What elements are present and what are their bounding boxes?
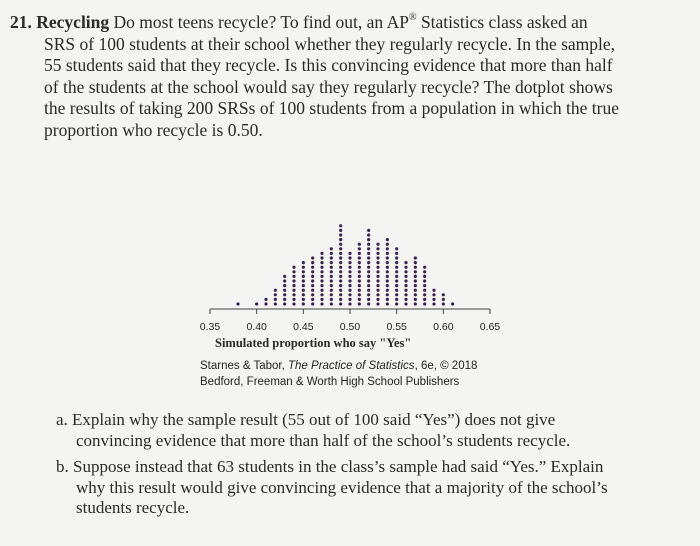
dot xyxy=(367,284,370,287)
dot xyxy=(348,279,351,282)
dot xyxy=(423,302,426,305)
dot xyxy=(395,275,398,278)
dot xyxy=(292,293,295,296)
dot xyxy=(376,261,379,264)
problem-21 xyxy=(10,12,670,141)
dot xyxy=(404,266,407,269)
dot xyxy=(376,298,379,301)
dot xyxy=(414,293,417,296)
dot xyxy=(302,302,305,305)
dot xyxy=(348,261,351,264)
dot xyxy=(339,224,342,227)
part-b-line-3: students recycle. xyxy=(76,498,190,517)
dot xyxy=(414,256,417,259)
dot xyxy=(432,298,435,301)
dot xyxy=(395,284,398,287)
dot xyxy=(404,275,407,278)
dot xyxy=(348,270,351,273)
dot xyxy=(395,252,398,255)
credit-edition: , 6e, © 2018 xyxy=(414,360,478,372)
dot xyxy=(404,289,407,292)
dot xyxy=(348,266,351,269)
dot xyxy=(236,302,239,305)
problem-line-2: SRS of 100 students at their school whether they regularly recycle. In the sample, xyxy=(44,33,616,54)
dot xyxy=(404,284,407,287)
dotplot-chart xyxy=(190,180,510,340)
dot xyxy=(358,279,361,282)
problem-text-1: Do most teens recycle? To find out, an AP xyxy=(113,12,409,32)
dot xyxy=(348,275,351,278)
dot xyxy=(432,293,435,296)
dot xyxy=(339,233,342,236)
dot xyxy=(330,247,333,250)
dot xyxy=(339,238,342,241)
dot xyxy=(386,302,389,305)
dot xyxy=(339,284,342,287)
dot xyxy=(376,252,379,255)
dot xyxy=(330,256,333,259)
dot xyxy=(348,293,351,296)
dot xyxy=(283,284,286,287)
dot xyxy=(404,261,407,264)
dot xyxy=(320,256,323,259)
dot xyxy=(330,275,333,278)
dot xyxy=(395,289,398,292)
dot xyxy=(395,270,398,273)
dot xyxy=(358,266,361,269)
dot xyxy=(414,270,417,273)
dot xyxy=(320,293,323,296)
dot xyxy=(264,302,267,305)
part-a-line-2: convincing evidence that more than half of the school’s students recycle. xyxy=(76,430,571,450)
dot xyxy=(358,247,361,250)
dot xyxy=(348,284,351,287)
dot xyxy=(376,266,379,269)
dot xyxy=(292,289,295,292)
dot xyxy=(376,302,379,305)
dot xyxy=(274,302,277,305)
problem-line-4: of the students at the school would say they regularly recycle? The dotplot shows xyxy=(44,76,613,97)
dot xyxy=(320,275,323,278)
dot xyxy=(358,243,361,246)
part-b-line-1: b. Suppose instead that 63 students in the class’s sample had said “Yes.” Explain xyxy=(56,457,604,476)
dot xyxy=(386,289,389,292)
dot xyxy=(358,284,361,287)
dot xyxy=(367,302,370,305)
problem-line-5: the results of taking 200 SRSs of 100 students from a population in which the true xyxy=(44,98,620,118)
dot xyxy=(386,266,389,269)
dot xyxy=(432,302,435,305)
x-tick-label: 0.50 xyxy=(339,321,361,333)
dot xyxy=(414,275,417,278)
dot xyxy=(320,252,323,255)
x-tick-label: 0.60 xyxy=(433,321,454,333)
dot xyxy=(358,256,361,259)
dot xyxy=(302,298,305,301)
dot xyxy=(386,247,389,250)
dot xyxy=(348,289,351,292)
dot xyxy=(292,279,295,282)
dot xyxy=(367,229,370,232)
dot xyxy=(302,275,305,278)
dot xyxy=(376,270,379,273)
dot xyxy=(348,302,351,305)
dot xyxy=(330,298,333,301)
dot xyxy=(395,256,398,259)
dot xyxy=(311,293,314,296)
dot xyxy=(330,266,333,269)
dot xyxy=(358,261,361,264)
x-tick-label: 0.55 xyxy=(386,321,407,333)
dot xyxy=(358,270,361,273)
dot xyxy=(302,293,305,296)
dot xyxy=(311,266,314,269)
dot xyxy=(330,270,333,273)
problem-line-3: 55 students said that they recycle. Is this convincing evidence that more than half xyxy=(44,55,613,75)
ticks-layer xyxy=(200,309,501,333)
dot xyxy=(358,293,361,296)
dot xyxy=(386,243,389,246)
question-parts xyxy=(56,410,676,525)
dot xyxy=(367,279,370,282)
dot xyxy=(264,298,267,301)
dot xyxy=(423,275,426,278)
dot xyxy=(283,289,286,292)
dot xyxy=(311,270,314,273)
dot xyxy=(320,298,323,301)
dot xyxy=(386,261,389,264)
dot xyxy=(442,293,445,296)
dot xyxy=(339,289,342,292)
dot xyxy=(339,279,342,282)
dot xyxy=(367,252,370,255)
dot xyxy=(311,289,314,292)
dot xyxy=(386,270,389,273)
dot xyxy=(320,261,323,264)
dot xyxy=(302,266,305,269)
dot xyxy=(386,275,389,278)
dot xyxy=(302,279,305,282)
dot xyxy=(376,243,379,246)
dot xyxy=(442,298,445,301)
problem-title: Recycling xyxy=(36,12,110,32)
dot xyxy=(386,293,389,296)
dot xyxy=(320,284,323,287)
dot xyxy=(283,275,286,278)
dot xyxy=(348,256,351,259)
dot xyxy=(274,298,277,301)
dot xyxy=(376,284,379,287)
dot xyxy=(376,247,379,250)
dot xyxy=(255,302,258,305)
dot xyxy=(311,256,314,259)
dot xyxy=(292,270,295,273)
part-a xyxy=(56,410,676,451)
dot xyxy=(292,275,295,278)
part-a-line-1: a. Explain why the sample result (55 out of 100 said “Yes”) does not give xyxy=(56,410,556,429)
dot xyxy=(414,298,417,301)
credit-publisher: Bedford, Freeman & Worth High School Publishers xyxy=(200,376,460,388)
dot xyxy=(451,302,454,305)
part-b xyxy=(56,457,676,519)
dot xyxy=(404,279,407,282)
dot xyxy=(283,279,286,282)
dot xyxy=(330,261,333,264)
registered-mark: ® xyxy=(408,12,417,24)
dot xyxy=(367,275,370,278)
dot xyxy=(339,243,342,246)
dot xyxy=(339,261,342,264)
dot xyxy=(404,302,407,305)
credit-authors: Starnes & Tabor, xyxy=(200,360,285,372)
dot xyxy=(330,302,333,305)
dot xyxy=(339,266,342,269)
dot xyxy=(283,298,286,301)
problem-text-1b: Statistics class asked an xyxy=(420,12,588,32)
dot xyxy=(386,238,389,241)
dot xyxy=(320,279,323,282)
dot xyxy=(320,266,323,269)
dot xyxy=(339,298,342,301)
dot xyxy=(367,266,370,269)
dot xyxy=(339,302,342,305)
credit-book: The Practice of Statistics xyxy=(288,360,415,372)
dot xyxy=(302,261,305,264)
dot xyxy=(414,302,417,305)
x-tick-label: 0.65 xyxy=(479,321,501,333)
dot xyxy=(358,302,361,305)
x-tick-label: 0.45 xyxy=(293,321,314,333)
dot xyxy=(367,256,370,259)
dot xyxy=(386,252,389,255)
dot xyxy=(367,298,370,301)
problem-number: 21. xyxy=(10,12,32,32)
dot xyxy=(320,270,323,273)
dot xyxy=(414,289,417,292)
dot xyxy=(404,298,407,301)
dot xyxy=(395,247,398,250)
dot xyxy=(376,279,379,282)
dot xyxy=(376,293,379,296)
dot xyxy=(292,266,295,269)
dot xyxy=(395,279,398,282)
dot xyxy=(376,275,379,278)
dot xyxy=(358,289,361,292)
part-b-line-2: why this result would give convincing evidence that a majority of the school’s xyxy=(76,477,608,497)
dot xyxy=(311,261,314,264)
dot xyxy=(311,298,314,301)
dot xyxy=(395,298,398,301)
x-axis-label: Simulated proportion who say "Yes" xyxy=(215,336,412,350)
dot xyxy=(423,266,426,269)
dot xyxy=(367,293,370,296)
dot xyxy=(423,270,426,273)
dot xyxy=(386,298,389,301)
dot xyxy=(302,284,305,287)
dot xyxy=(376,256,379,259)
dot xyxy=(283,293,286,296)
dot xyxy=(339,293,342,296)
dot xyxy=(414,284,417,287)
dot xyxy=(367,289,370,292)
dot xyxy=(376,289,379,292)
dot xyxy=(274,289,277,292)
x-tick-label: 0.35 xyxy=(199,321,221,333)
dot xyxy=(311,275,314,278)
dot xyxy=(339,256,342,259)
problem-line-6: proportion who recycle is 0.50. xyxy=(44,119,263,140)
dot xyxy=(404,293,407,296)
dot xyxy=(274,293,277,296)
dot xyxy=(386,256,389,259)
dot xyxy=(367,243,370,246)
problem-line-1 xyxy=(10,12,670,34)
dot xyxy=(432,289,435,292)
dot xyxy=(423,279,426,282)
dot xyxy=(302,289,305,292)
dot xyxy=(330,293,333,296)
dot xyxy=(367,238,370,241)
dot xyxy=(348,252,351,255)
dot xyxy=(339,270,342,273)
x-tick-label: 0.40 xyxy=(246,321,267,333)
dot xyxy=(320,289,323,292)
dot xyxy=(367,261,370,264)
dot xyxy=(442,302,445,305)
dot xyxy=(292,284,295,287)
dot xyxy=(320,302,323,305)
dot xyxy=(302,270,305,273)
dot xyxy=(292,302,295,305)
dot xyxy=(423,284,426,287)
dot xyxy=(330,279,333,282)
dot xyxy=(311,284,314,287)
dot xyxy=(358,298,361,301)
dot xyxy=(330,252,333,255)
dot xyxy=(414,266,417,269)
dot xyxy=(367,270,370,273)
dot xyxy=(339,229,342,232)
dot xyxy=(311,302,314,305)
dot xyxy=(358,275,361,278)
dot xyxy=(367,247,370,250)
dot xyxy=(311,279,314,282)
dot xyxy=(423,298,426,301)
figure-credit xyxy=(200,358,540,390)
dot xyxy=(386,279,389,282)
dot xyxy=(414,261,417,264)
dot xyxy=(339,275,342,278)
dot xyxy=(423,289,426,292)
dot xyxy=(339,252,342,255)
dot xyxy=(292,298,295,301)
dot xyxy=(330,284,333,287)
dot xyxy=(395,302,398,305)
dot xyxy=(339,247,342,250)
dot xyxy=(283,302,286,305)
dot xyxy=(395,261,398,264)
dot xyxy=(423,293,426,296)
dot xyxy=(367,233,370,236)
dot xyxy=(330,289,333,292)
dot xyxy=(386,284,389,287)
dot xyxy=(404,270,407,273)
dot xyxy=(395,293,398,296)
dot xyxy=(414,279,417,282)
dots-layer xyxy=(236,224,454,305)
dot xyxy=(358,252,361,255)
dot xyxy=(348,298,351,301)
dot xyxy=(395,266,398,269)
